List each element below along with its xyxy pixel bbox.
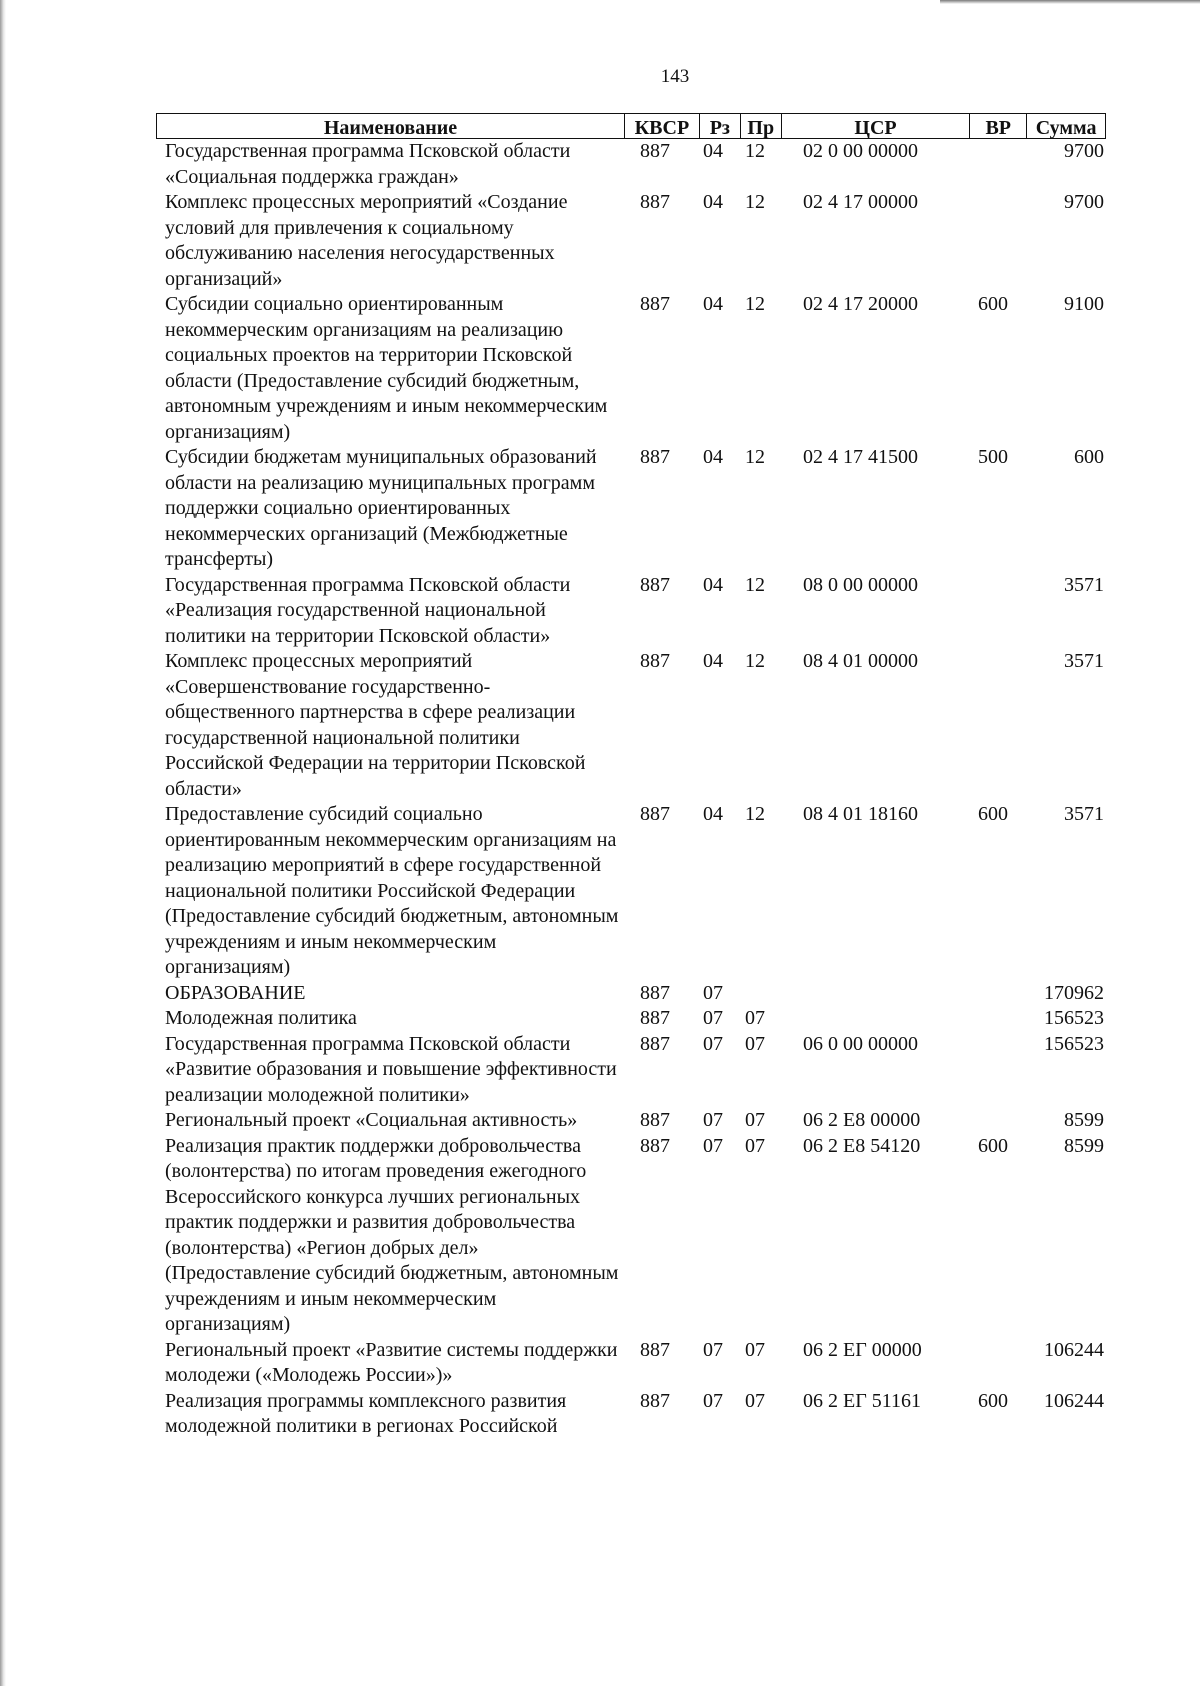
row-vr: 500 xyxy=(978,446,1008,468)
table-row xyxy=(156,1108,1106,1134)
row-vr: 600 xyxy=(978,803,1008,825)
table-row xyxy=(156,1338,1106,1389)
row-kvsr: 887 xyxy=(640,191,670,213)
row-name: Государственная программа Псковской области «Реализация государственной национальной политики на территории Псковской области» xyxy=(165,573,571,647)
row-sum: 600 xyxy=(1074,446,1104,468)
header-sum: Сумма xyxy=(1026,114,1105,138)
row-sum: 8599 xyxy=(1064,1109,1104,1131)
row-name: Молодежная политика xyxy=(165,1007,357,1029)
row-rz: 04 xyxy=(703,573,723,596)
row-pr: 07 xyxy=(745,1134,765,1157)
row-vr: 600 xyxy=(978,293,1008,315)
table-row xyxy=(156,649,1106,802)
row-pr: 12 xyxy=(745,573,765,596)
row-rz: 04 xyxy=(703,446,723,468)
row-rz: 04 xyxy=(703,191,723,213)
scan-edge-left xyxy=(0,0,6,1686)
row-kvsr: 887 xyxy=(640,1338,670,1361)
row-name: Субсидии бюджетам муниципальных образований области на реализацию муниципальных программ поддержки социально ориентированных некоммерческих организаций (Межбюджетные трансферты) xyxy=(165,446,597,570)
row-rz: 07 xyxy=(703,1134,723,1157)
row-csr: 06 2 ЕГ 00000 xyxy=(803,1338,922,1361)
row-rz: 04 xyxy=(703,140,723,162)
row-kvsr: 887 xyxy=(640,140,670,162)
row-rz: 07 xyxy=(703,1389,723,1412)
row-rz: 04 xyxy=(703,803,723,825)
table-row xyxy=(156,1134,1106,1338)
row-pr: 12 xyxy=(745,140,765,162)
row-pr: 07 xyxy=(745,1007,765,1029)
row-name: Комплекс процессных мероприятий «Создание условий для привлечения к социальному обслуживанию населения негосударственных организаций» xyxy=(165,191,568,290)
table-row xyxy=(156,190,1106,292)
row-pr: 12 xyxy=(745,446,765,468)
row-pr: 07 xyxy=(745,1109,765,1131)
row-sum: 3571 xyxy=(1064,573,1104,596)
row-rz: 07 xyxy=(703,981,723,1004)
row-kvsr: 887 xyxy=(640,981,670,1004)
header-pr: Пр xyxy=(740,114,781,138)
table-row xyxy=(156,981,1106,1007)
table-header xyxy=(156,113,1106,139)
row-csr: 02 4 17 00000 xyxy=(803,191,918,213)
row-sum: 156523 xyxy=(1044,1032,1104,1055)
row-name: Государственная программа Псковской области «Социальная поддержка граждан» xyxy=(165,140,571,188)
row-kvsr: 887 xyxy=(640,446,670,468)
row-csr: 06 2 ЕГ 51161 xyxy=(803,1389,922,1412)
row-name: Региональный проект «Развитие системы поддержки молодежи («Молодежь России»)» xyxy=(165,1338,618,1386)
row-csr: 02 4 17 41500 xyxy=(803,446,918,468)
row-sum: 106244 xyxy=(1044,1389,1104,1412)
row-kvsr: 887 xyxy=(640,1389,670,1412)
row-sum: 9700 xyxy=(1064,191,1104,213)
table-body xyxy=(156,139,1106,1440)
row-vr: 600 xyxy=(978,1389,1008,1412)
row-sum: 9700 xyxy=(1064,140,1104,162)
table-row xyxy=(156,1389,1106,1440)
table-row xyxy=(156,1006,1106,1032)
row-sum: 3571 xyxy=(1064,650,1104,672)
row-rz: 04 xyxy=(703,293,723,315)
row-pr: 07 xyxy=(745,1338,765,1361)
row-rz: 07 xyxy=(703,1109,723,1131)
row-name: Реализация практик поддержки добровольчества (волонтерства) по итогам проведения ежегодного Всероссийского конкурса лучших региональных практик поддержки и развития добровольчества (волонтерства) «Регион добрых дел» (Предоставление субсидий бюджетным, автономным учреждениям и иным некоммерческим организациям) xyxy=(165,1134,619,1335)
row-sum: 8599 xyxy=(1064,1134,1104,1157)
row-kvsr: 887 xyxy=(640,293,670,315)
row-pr: 12 xyxy=(745,650,765,672)
row-csr: 06 0 00 00000 xyxy=(803,1032,918,1055)
row-sum: 170962 xyxy=(1044,981,1104,1004)
row-kvsr: 887 xyxy=(640,1007,670,1029)
table-row xyxy=(156,1032,1106,1109)
row-name: Субсидии социально ориентированным некоммерческим организациям на реализацию социальных проектов на территории Псковской области (Предоставление субсидий бюджетным, автономным учреждениям и иным некоммерческим организациям) xyxy=(165,293,608,443)
row-kvsr: 887 xyxy=(640,1134,670,1157)
row-name: Региональный проект «Социальная активность» xyxy=(165,1109,578,1131)
row-kvsr: 887 xyxy=(640,573,670,596)
row-name: Государственная программа Псковской области «Развитие образования и повышение эффективности реализации молодежной политики» xyxy=(165,1032,617,1106)
row-kvsr: 887 xyxy=(640,650,670,672)
scan-edge-top xyxy=(940,0,1200,4)
header-name: Наименование xyxy=(323,117,458,139)
row-kvsr: 887 xyxy=(640,1109,670,1131)
row-name: Комплекс процессных мероприятий «Совершенствование государственно-общественного партнерства в сфере реализации государственной национальной политики Российской Федерации на территории Псковской области» xyxy=(165,650,586,800)
header-kvsr: КВСР xyxy=(624,114,699,138)
table-row xyxy=(156,445,1106,573)
table-row xyxy=(156,292,1106,445)
row-name: Предоставление субсидий социально ориентированным некоммерческим организациям на реализацию мероприятий в сфере государственной национальной политики Российской Федерации (Предоставление субсидий бюджетным, автономным учреждениям и иным некоммерческим организациям) xyxy=(165,803,619,978)
row-csr: 08 4 01 18160 xyxy=(803,803,918,825)
row-rz: 07 xyxy=(703,1007,723,1029)
row-pr: 12 xyxy=(745,803,765,825)
row-csr: 06 2 Е8 00000 xyxy=(803,1109,921,1131)
row-csr: 02 4 17 20000 xyxy=(803,293,918,315)
row-kvsr: 887 xyxy=(640,803,670,825)
table-row xyxy=(156,802,1106,981)
row-sum: 3571 xyxy=(1064,803,1104,825)
row-vr: 600 xyxy=(978,1134,1008,1157)
row-csr: 06 2 Е8 54120 xyxy=(803,1134,921,1157)
header-csr: ЦСР xyxy=(781,114,970,138)
row-pr: 07 xyxy=(745,1032,765,1055)
row-csr: 08 4 01 00000 xyxy=(803,650,918,672)
row-csr: 02 0 00 00000 xyxy=(803,140,918,162)
table-row xyxy=(156,139,1106,190)
row-rz: 04 xyxy=(703,650,723,672)
page-number: 143 xyxy=(660,66,690,87)
row-sum: 156523 xyxy=(1044,1007,1104,1029)
row-rz: 07 xyxy=(703,1032,723,1055)
row-pr: 07 xyxy=(745,1389,765,1412)
row-csr: 08 0 00 00000 xyxy=(803,573,918,596)
row-name: ОБРАЗОВАНИЕ xyxy=(165,981,306,1004)
header-rz: Рз xyxy=(699,114,740,138)
budget-table xyxy=(156,113,1106,1440)
table-row xyxy=(156,573,1106,650)
row-pr: 12 xyxy=(745,191,765,213)
row-pr: 12 xyxy=(745,293,765,315)
row-rz: 07 xyxy=(703,1338,723,1361)
row-sum: 106244 xyxy=(1044,1338,1104,1361)
header-vr: ВР xyxy=(969,114,1026,138)
row-sum: 9100 xyxy=(1064,293,1104,315)
row-name: Реализация программы комплексного развития молодежной политики в регионах Российской xyxy=(165,1389,567,1437)
row-kvsr: 887 xyxy=(640,1032,670,1055)
